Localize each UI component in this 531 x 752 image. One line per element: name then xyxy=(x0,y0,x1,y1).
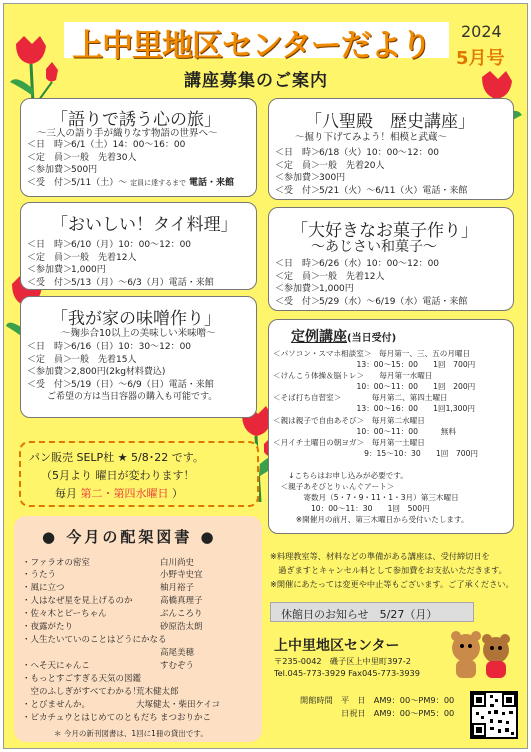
row-value: 6/1（土）14：00～16：00 xyxy=(71,140,186,150)
note-line: ※料理教室等、材料などの準備がある講座は、受付締切日を xyxy=(270,551,490,561)
bread-line-1: パン販売 SELP杜 ★ 5/8･22 です。 xyxy=(29,451,204,464)
row-key: ＜参加費＞ xyxy=(275,173,321,183)
row-key: ＜定 員＞ xyxy=(275,160,321,171)
row-key: ＜定 員＞ xyxy=(275,271,321,282)
book-title: ・へそ天にゃんこ xyxy=(22,661,90,671)
regular-line: 10：00～11：30 1回 500円 xyxy=(273,504,430,514)
row-key: ＜受 付＞ xyxy=(27,277,73,288)
row-key: ＜参加費＞ xyxy=(27,265,73,275)
regular-line: ＜親子あそびとりぃんぐアート＞ xyxy=(273,482,395,492)
bread-days: 第二・第四水曜日 xyxy=(80,487,169,500)
book-title: ・人生たいていのことはどうにかなる xyxy=(22,635,167,645)
notes xyxy=(270,549,514,591)
regular-line: ＜けんこう体操＆脳トレ＞ 毎月第一水曜日 xyxy=(273,371,433,381)
course-card-history-lecture xyxy=(268,98,514,200)
row-note: 定員に達するまで xyxy=(130,178,187,187)
regular-courses-title: 定例講座 xyxy=(291,329,347,345)
row-value: 一般 先着12人 xyxy=(71,252,137,263)
course-card-storytelling xyxy=(20,98,257,197)
row-key: ＜日 時＞ xyxy=(275,148,321,158)
books-title: ● 今月の配架図書 ● xyxy=(42,528,217,546)
bread-sale-notice xyxy=(19,441,259,507)
book-author: 高尾美穂 xyxy=(160,648,195,658)
book-author: 柚月裕子 xyxy=(160,583,195,593)
page-subtitle: 講座募集のご案内 xyxy=(184,71,328,91)
row-key: ＜日 時＞ xyxy=(27,140,73,150)
regular-line xyxy=(273,459,478,470)
book-author: 大塚健太・柴田ケイコ xyxy=(136,700,221,710)
course-subtitle: ～麹歩合10以上の美味しい米味噌～ xyxy=(61,328,216,339)
course-footnote: ご希望の方は当日容器の購入も可能です。 xyxy=(47,392,218,402)
row-value: 300円 xyxy=(319,173,346,183)
row-key: ＜定 員＞ xyxy=(27,152,73,163)
course-subtitle: ～あじさい和菓子～ xyxy=(311,239,437,255)
note-line: 過ぎますとキャンセル料として参加費をお支払いただきます。 xyxy=(270,565,507,575)
book-author: ぶんころり xyxy=(160,609,203,619)
row-key: ＜受 付＞ xyxy=(27,177,73,188)
row-value: 5/29（水）～6/19（水）電話・来館 xyxy=(319,296,468,307)
bread-line-2: （5月より 曜日が変わります！ xyxy=(41,469,195,482)
course-card-sweets-making xyxy=(268,207,514,311)
book-title: ・うたう xyxy=(22,570,57,580)
book-title: ・とびませんか。 xyxy=(22,700,91,710)
row-value: 5/19（日）～6/9（日）電話・来館 xyxy=(71,379,214,390)
row-value: 6/18（火）10：00～12：00 xyxy=(319,148,440,158)
book-title: ・夜露がたり xyxy=(22,622,74,632)
regular-line: 13：00～15：00 1回 700円 xyxy=(273,360,476,370)
book-title: ・人はなぜ星を見上げるのか xyxy=(22,596,133,606)
row-key: ＜参加費＞ xyxy=(275,284,321,294)
course-subtitle: ～三人の語り手が織りなす物語の世界へ～ xyxy=(37,128,218,139)
hours-label: 開館時間 xyxy=(300,695,333,705)
book-author: まつおりかこ xyxy=(160,713,212,723)
hours-weekday: 平 日 AM9：00～PM9：00 xyxy=(341,695,455,705)
book-title: ・もっとすごすぎる天気の図鑑 xyxy=(22,674,142,684)
center-phone-fax: Tel.045-773-3929 Fax045-773-3939 xyxy=(274,668,420,678)
regular-line: ＜月イチ土曜日の朝ヨガ＞ 毎月第一土曜日 xyxy=(273,437,425,447)
center-name: 上中里地区センター xyxy=(274,638,400,654)
center-address: 〒235-0042 磯子区上中里町397-2 xyxy=(274,656,411,666)
row-value: 一般 先着15人 xyxy=(71,354,137,365)
row-value: 500円 xyxy=(71,165,98,175)
book-title: ・ファラオの密室 xyxy=(22,558,90,568)
regular-line: ＜パソコン・スマホ相談室＞ 毎月第一、三、五の月曜日 xyxy=(273,349,471,358)
row-value: 2,800円(2kg材料費込) xyxy=(71,367,166,377)
course-subtitle: ～掘り下げてみよう！相模と武蔵～ xyxy=(295,132,448,143)
page xyxy=(3,3,528,749)
regular-line: 寄数月（5・7・9・11・1・3月）第三木曜日 xyxy=(273,493,459,503)
regular-line: 10：00～11：00 1回 200円 xyxy=(273,382,476,392)
bread-line-3: 毎月 xyxy=(55,487,77,500)
regular-line: 13：00～16：00 1回1,300円 xyxy=(273,404,475,414)
row-key: ＜参加費＞ xyxy=(27,165,73,175)
row-key: ＜受 付＞ xyxy=(275,296,321,307)
row-value: 5/21（火）～6/11（火）電話・来館 xyxy=(319,185,468,196)
book-title: 空のふしぎがすべてわかる！ xyxy=(22,687,141,697)
row-key: ＜日 時＞ xyxy=(27,240,73,250)
book-author: 小野寺史宜 xyxy=(160,570,203,580)
book-title: ・ピカチュウとはじめてのともだち xyxy=(22,713,158,723)
bread-line-5: ） xyxy=(172,487,183,500)
hours-holiday: 日祝日 AM9：00～PM5：00 xyxy=(341,708,455,718)
newsletter-title: 上中里地区センターだより xyxy=(72,28,431,64)
row-key: ＜日 時＞ xyxy=(27,342,73,352)
course-title: 「おいしい！タイ料理」 xyxy=(51,215,238,235)
book-author: 砂原浩太朗 xyxy=(160,622,203,632)
row-key: ＜受 付＞ xyxy=(275,185,321,196)
course-title: 「我が家の味噌作り」 xyxy=(51,309,221,329)
regular-line: ↓こちらはお申し込みが必要です。 xyxy=(273,470,408,480)
row-key: ＜参加費＞ xyxy=(27,367,73,377)
book-author: 白川尚史 xyxy=(160,558,195,568)
books-panel xyxy=(14,516,262,742)
course-card-thai-cooking xyxy=(20,202,257,290)
course-title: 「八聖殿 歴史講座」 xyxy=(305,112,475,132)
book-author: 高橋真理子 xyxy=(160,596,203,606)
book-author: 荒木健太郎 xyxy=(136,687,179,697)
bear-mascot-illustration xyxy=(448,624,518,684)
row-value: 一般 先着30人 xyxy=(71,152,137,163)
regular-line: 10：00～11：00 無料 xyxy=(273,426,456,436)
tulip-illustration-top-left xyxy=(6,34,64,106)
row-value: 6/16（日）10：30～12：00 xyxy=(71,342,192,352)
row-value: 5/11（土）～ xyxy=(71,177,128,188)
row-key: ＜定 員＞ xyxy=(27,354,73,365)
book-title: ・風に立つ xyxy=(22,583,65,593)
row-value: 1,000円 xyxy=(71,265,106,275)
row-extra: 電話・来館 xyxy=(188,177,234,188)
books-note: ＊ 今月の新刊図書は、1回に1冊の貸出です。 xyxy=(54,729,208,738)
regular-line: ＜親は親子で自由あそび＞ 毎月第二水曜日 xyxy=(273,415,425,425)
book-author: すむぞう xyxy=(160,661,195,671)
row-value: 1,000円 xyxy=(319,284,354,294)
course-title: 「語りで誘う心の旅」 xyxy=(51,110,221,130)
row-value: 一般 先着20人 xyxy=(319,160,385,171)
regular-courses-card xyxy=(268,319,514,534)
note-line: ※開催にあたっては変更や中止等もございます。ご了承ください。 xyxy=(270,579,514,589)
row-value: 一般 先着12人 xyxy=(319,271,385,282)
row-value: 5/13（月）～6/3（月）電話・来館 xyxy=(71,277,214,288)
row-key: ＜受 付＞ xyxy=(27,379,73,390)
holiday-notice: 休館日のお知らせ 5/27（月） xyxy=(270,602,474,622)
issue-year: 2024 xyxy=(461,22,502,41)
row-value: 6/26（水）10：00～12：00 xyxy=(319,259,440,269)
regular-line: 9：15～10：30 1回 700円 xyxy=(273,448,479,458)
row-key: ＜定 員＞ xyxy=(27,252,73,263)
books-title-text: 今月の配架図書 xyxy=(66,528,193,546)
row-value: 6/10（月）10：00～12：00 xyxy=(71,240,192,250)
issue-month: 5月号 xyxy=(456,48,505,69)
qr-code[interactable] xyxy=(470,691,518,739)
row-key: ＜日 時＞ xyxy=(275,259,321,269)
course-title: 「大好きなお菓子作り」 xyxy=(291,221,478,241)
regular-line: ※開催月の前月、第三木曜日から受付いたします。 xyxy=(273,515,469,525)
regular-courses-note: (当日受付) xyxy=(347,333,397,344)
regular-line: ＜そば打ち自習室＞ 毎月第二、第四土曜日 xyxy=(273,393,448,403)
course-card-miso-making xyxy=(20,296,257,418)
book-title: ・佐々木とピーちゃん xyxy=(22,609,107,619)
